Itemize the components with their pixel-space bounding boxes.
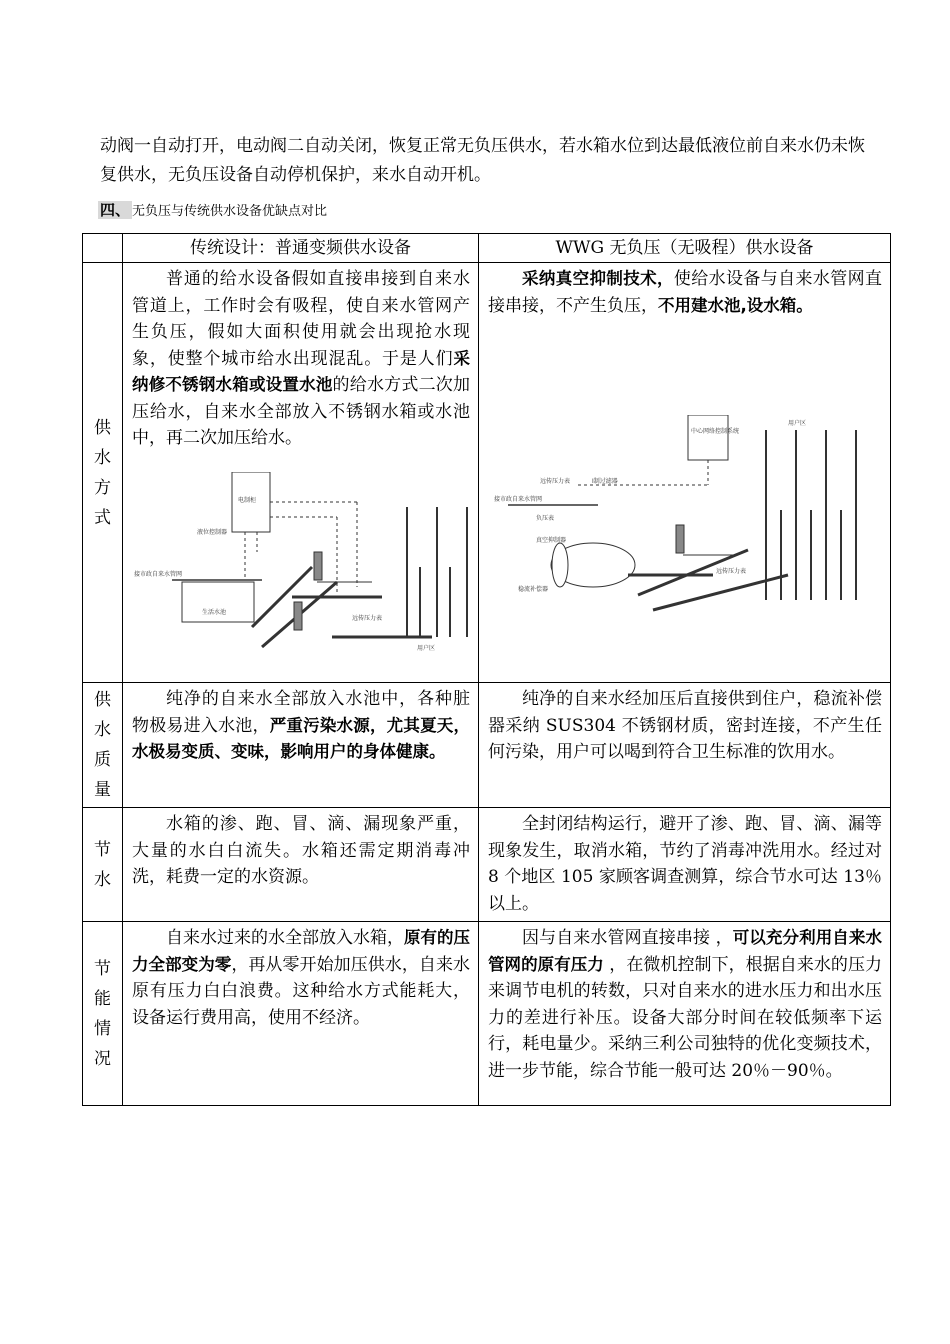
text-segment: 自来水过来的水全部放入水箱，	[166, 928, 404, 948]
bold-text-segment: 采纳真空抑制技术，	[522, 269, 674, 288]
text-segment: ，再从零开始加压供水，自来水原有压力白白浪费。这种给水方式能耗大，设备运行费用高，使用不经济。	[132, 954, 471, 1028]
text-segment: 纯净的自来水全部放入水池中，各种脏物极易进入水池，	[132, 689, 470, 736]
comparison-table	[82, 233, 891, 1106]
wwg-cell	[479, 683, 891, 808]
table-header-row	[83, 234, 891, 263]
diagram-label: 液位控制器	[197, 528, 228, 536]
row-label: 节能情况	[83, 922, 123, 1106]
diagram-label: 负压表	[536, 515, 555, 522]
wwg-cell	[479, 263, 891, 683]
diagram-label: 生活水池	[202, 608, 227, 616]
section-number: 四、	[100, 201, 131, 219]
table-row	[83, 808, 891, 922]
cell-text	[132, 266, 470, 452]
traditional-cell	[123, 922, 479, 1106]
traditional-cell	[123, 808, 479, 922]
wwg-cell	[479, 808, 891, 922]
bold-text-segment: 可以充分利用自来水管网的原有压力	[488, 928, 883, 974]
text-segment: 纯净的自来水经加压后直接供到住户，稳流补偿器采纳 SUS304 不锈钢材质，密封连接，不产生任何污染，用户可以喝到符合卫生标准的饮用水。	[488, 689, 882, 762]
bold-text-segment: 原有的压力全部变为零	[132, 928, 470, 974]
wwg-cell	[479, 922, 891, 1106]
section-heading	[98, 200, 327, 222]
table-row	[83, 922, 891, 1106]
cell-text	[132, 686, 470, 766]
diagram-label: I制过滤器	[592, 478, 618, 485]
diagram-label: 中心网络控制系统	[691, 428, 740, 435]
cell-text	[488, 686, 882, 766]
row-label: 供水方式	[83, 263, 123, 683]
text-segment: 的给水方式二次加压给水，自来水全部放入不锈钢水箱或水池中，再二次加压给水。	[132, 375, 471, 448]
diagram-label: 真空抑制器	[536, 537, 567, 544]
diagram-label: 接市政自来水管网	[494, 496, 543, 503]
diagram-label: 接市政自来水管网	[134, 570, 183, 578]
diagram-label: 用户区	[788, 420, 807, 427]
diagram-label: 远传压力表	[716, 568, 747, 575]
diagram-label: 电制柜	[238, 496, 257, 504]
traditional-cell	[123, 263, 479, 683]
bold-text-segment: 不用建水池,设水箱。	[658, 295, 813, 315]
cell-text	[488, 811, 882, 917]
wwg-system-diagram	[488, 415, 880, 625]
row-label: 供水质量	[83, 683, 123, 808]
header-wwg: WWG 无负压（无吸程）供水设备	[479, 234, 891, 263]
diagram-label: 用户区	[417, 644, 436, 652]
diagram-label: 远传压力表	[540, 478, 571, 485]
bold-text-segment: 严重污染水源，尤其夏天，水极易变质、变味，影响用户的身体健康。	[132, 715, 471, 761]
diagram-label: 稳流补偿器	[518, 586, 549, 593]
header-traditional: 传统设计：普通变频供水设备	[123, 234, 479, 263]
text-segment: 全封闭结构运行，避开了渗、跑、冒、滴、漏等现象发生，取消水箱，节约了消毒冲洗用水。经过对 8 个地区 105 家顾客调查测算，综合节水可达 13％以上。	[488, 814, 882, 914]
section-title: 无负压与传统供水设备优缺点对比	[132, 204, 328, 219]
table-row	[83, 683, 891, 808]
cell-text	[488, 925, 882, 1084]
cell-text	[488, 266, 882, 319]
text-segment: ，在微机控制下，根据自来水的压力来调节电机的转数，只对自来水的进水压力和出水压力的差进行补压。设备大部分时间在较低频率下运行，耗电量少。采纳三利公司独特的优化变频技术，进一步节能，综合节能一般可达 20％－90％。	[488, 954, 883, 1081]
text-segment: 普通的给水设备假如直接串接到自来水管道上，工作时会有吸程，使自来水管网产生负压，假如大面积使用就会出现抢水现象，使整个城市给水出现混乱。于是人们	[132, 269, 470, 369]
intro-paragraph: 动阀一自动打开，电动阀二自动关闭，恢复正常无负压供水，若水箱水位到达最低液位前自来水仍未恢复供水，无负压设备自动停机保护，来水自动开机。	[100, 136, 865, 185]
row-label: 节水	[83, 808, 123, 922]
text-segment: 因与自来水管网直接串接 ，	[522, 928, 733, 948]
text-segment: 使给水设备与自来水管网直接串接，不产生负压，	[488, 269, 882, 316]
bold-text-segment: 采纳修不锈钢水箱或设置水池	[132, 348, 470, 394]
header-corner	[83, 234, 123, 263]
table-row	[83, 263, 891, 683]
traditional-cell	[123, 683, 479, 808]
traditional-system-diagram	[132, 472, 468, 672]
text-segment: 水箱的渗、跑、冒、滴、漏现象严重，大量的水白白流失。水箱还需定期消毒冲洗，耗费一定的水资源。	[132, 814, 470, 887]
cell-text	[132, 811, 470, 891]
diagram-label: 远传压力表	[352, 614, 383, 622]
cell-text	[132, 925, 470, 1031]
